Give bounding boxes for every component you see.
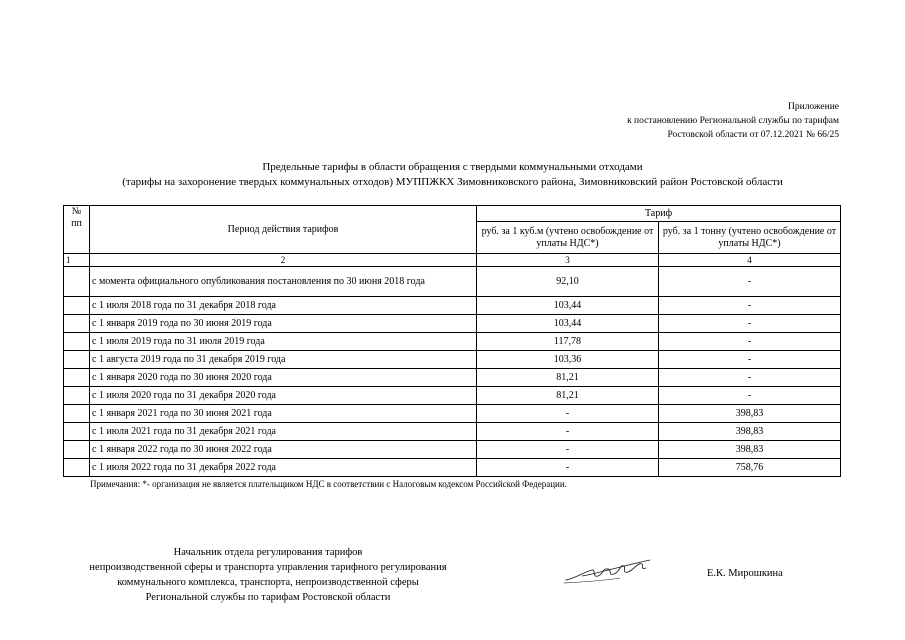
row-tariff-m3: 92,10 [477, 267, 659, 297]
table-row [64, 423, 841, 441]
tariff-table [63, 205, 841, 477]
row-tariff-ton: - [659, 351, 841, 369]
appendix-line-3: Ростовской области от 07.12.2021 № 66/25 [667, 130, 839, 140]
row-number [64, 441, 90, 459]
row-period: с 1 июля 2022 года по 31 декабря 2022 года [90, 459, 477, 477]
index-cell: 2 [90, 254, 477, 267]
row-number [64, 297, 90, 315]
appendix-line-2: к постановлению Региональной службы по тарифам [627, 116, 839, 126]
signatory-position [60, 545, 476, 605]
table-row [64, 387, 841, 405]
table-row [64, 315, 841, 333]
row-number [64, 333, 90, 351]
title-line-2: (тарифы на захоронение твердых коммунальных отходов) МУППЖКХ Зимовниковского района, Зимовниковский район Ростовской области [122, 176, 783, 188]
row-period: с момента официального опубликования постановления по 30 июня 2018 года [90, 267, 477, 297]
row-period: с 1 июля 2019 года по 31 июля 2019 года [90, 333, 477, 351]
row-number [64, 459, 90, 477]
position-line-2: непроизводственной сферы и транспорта управления тарифного регулирования [89, 562, 447, 573]
row-period: с 1 июля 2018 года по 31 декабря 2018 года [90, 297, 477, 315]
row-tariff-ton: - [659, 315, 841, 333]
tariff-rows [64, 267, 841, 477]
row-tariff-ton: - [659, 297, 841, 315]
title-line-1: Предельные тарифы в области обращения с твердыми коммунальными отходами [262, 161, 643, 173]
row-tariff-ton: - [659, 369, 841, 387]
header-tariff: Тариф [477, 206, 841, 222]
row-period: с 1 января 2021 года по 30 июня 2021 года [90, 405, 477, 423]
row-tariff-m3: - [477, 405, 659, 423]
row-period: с 1 июля 2020 года по 31 декабря 2020 года [90, 387, 477, 405]
table-row [64, 369, 841, 387]
row-tariff-ton: 398,83 [659, 405, 841, 423]
row-tariff-m3: - [477, 423, 659, 441]
footnote: Примечания: *- организация не является плательщиком НДС в соответствии с Налоговым кодексом Российской Федерации. [90, 479, 567, 489]
row-period: с 1 января 2022 года по 30 июня 2022 года [90, 441, 477, 459]
table-row [64, 405, 841, 423]
row-tariff-m3: - [477, 459, 659, 477]
row-period: с 1 июля 2021 года по 31 декабря 2021 года [90, 423, 477, 441]
position-line-1: Начальник отдела регулирования тарифов [173, 547, 363, 558]
appendix-header [627, 100, 839, 142]
row-period: с 1 августа 2019 года по 31 декабря 2019 года [90, 351, 477, 369]
row-tariff-m3: 81,21 [477, 387, 659, 405]
row-number [64, 405, 90, 423]
table-row [64, 441, 841, 459]
table-row [64, 333, 841, 351]
table-row [64, 297, 841, 315]
position-line-4: Региональной службы по тарифам Ростовской области [145, 592, 391, 603]
row-number [64, 351, 90, 369]
signatory-name: Е.К. Мирошкина [707, 568, 783, 579]
table-row [64, 459, 841, 477]
row-tariff-ton: - [659, 333, 841, 351]
row-tariff-m3: - [477, 441, 659, 459]
handwritten-signature [562, 556, 654, 586]
row-tariff-m3: 81,21 [477, 369, 659, 387]
row-period: с 1 января 2020 года по 30 июня 2020 года [90, 369, 477, 387]
row-number [64, 387, 90, 405]
row-tariff-m3: 117,78 [477, 333, 659, 351]
header-per-m3: руб. за 1 куб.м (учтено освобождение от уплаты НДС*) [477, 222, 659, 254]
row-tariff-ton: 758,76 [659, 459, 841, 477]
row-number [64, 369, 90, 387]
row-tariff-ton: 398,83 [659, 441, 841, 459]
index-cell: 4 [659, 254, 841, 267]
row-period: с 1 января 2019 года по 30 июня 2019 года [90, 315, 477, 333]
row-tariff-m3: 103,44 [477, 315, 659, 333]
header-num: № пп [64, 206, 90, 254]
appendix-line-1: Приложение [788, 102, 839, 112]
row-number [64, 315, 90, 333]
table-row [64, 351, 841, 369]
row-tariff-m3: 103,36 [477, 351, 659, 369]
document-title [0, 160, 905, 190]
table-row [64, 267, 841, 297]
row-tariff-ton: 398,83 [659, 423, 841, 441]
row-tariff-ton: - [659, 267, 841, 297]
row-tariff-m3: 103,44 [477, 297, 659, 315]
header-period: Период действия тарифов [90, 206, 477, 254]
position-line-3: коммунального комплекса, транспорта, непроизводственной сферы [117, 577, 419, 588]
row-number [64, 423, 90, 441]
header-per-ton: руб. за 1 тонну (учтено освобождение от уплаты НДС*) [659, 222, 841, 254]
index-cell: 3 [477, 254, 659, 267]
index-cell: 1 [64, 254, 90, 267]
row-tariff-ton: - [659, 387, 841, 405]
row-number [64, 267, 90, 297]
